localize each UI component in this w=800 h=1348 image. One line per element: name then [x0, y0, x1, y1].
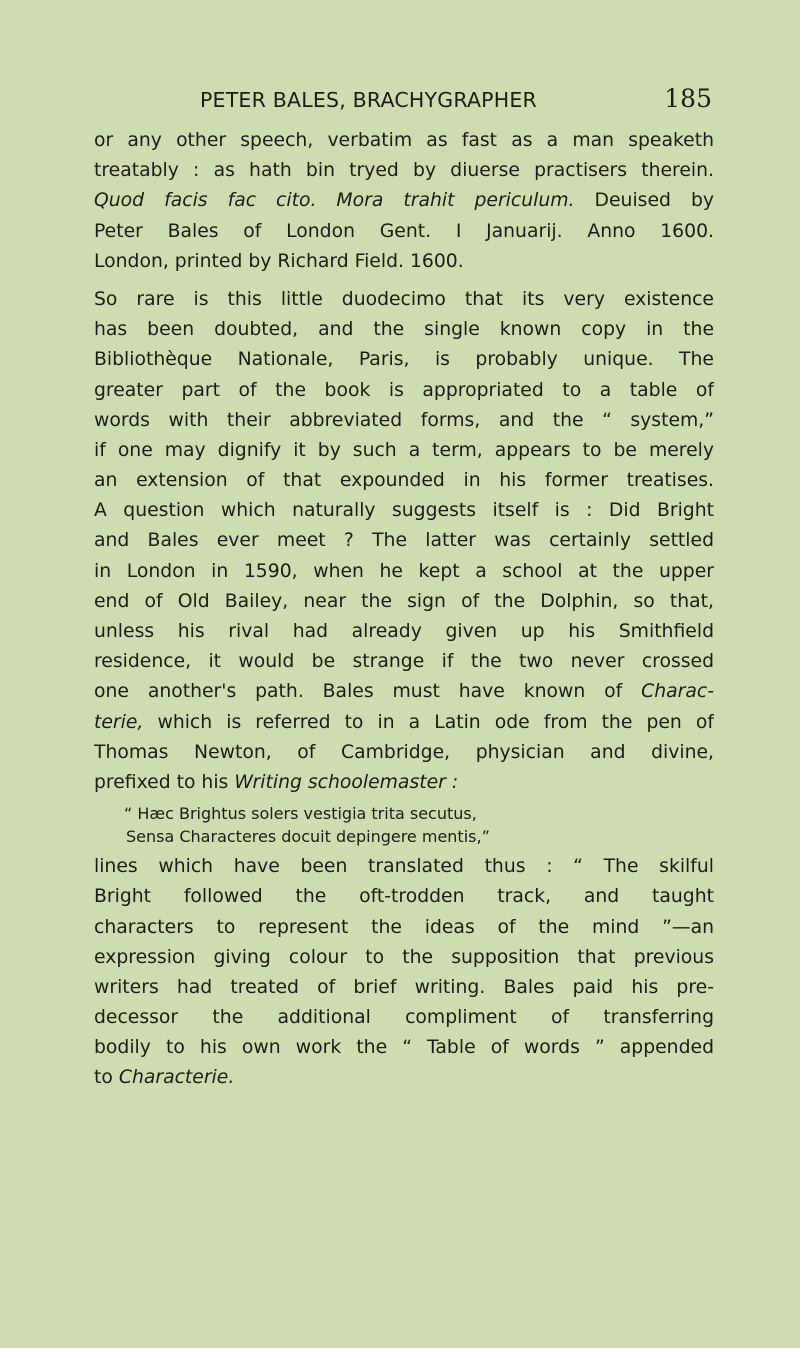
text-line	[94, 677, 714, 707]
italic-title: terie,	[94, 711, 144, 733]
text-line: treatably : as hath bin tryed by diuerse practisers therein.	[94, 160, 714, 182]
text-line: expression giving colour to the supposition that previous	[94, 946, 714, 968]
quote-line: Sensa Characteres docuit depingere mentis,”	[126, 827, 490, 847]
text-line: residence, it would be strange if the two never crossed	[94, 651, 714, 673]
text-line	[94, 186, 714, 216]
page-header	[200, 84, 712, 116]
text-fragment: Deuised by	[574, 190, 714, 212]
italic-title: Characterie.	[118, 1067, 235, 1089]
text-line: end of Old Bailey, near the sign of the Dolphin, so that,	[94, 590, 714, 612]
text-fragment: to	[94, 1067, 119, 1089]
text-line	[94, 1063, 714, 1093]
quote-line: “ Hæc Brightus solers vestigia trita secutus,	[124, 804, 477, 824]
page-number: 185	[664, 84, 712, 113]
text-line: A question which naturally suggests itself is : Did Bright	[94, 500, 714, 522]
text-line: characters to represent the ideas of the mind ”—an	[94, 916, 714, 938]
italic-latin-motto: Quod facis fac cito. Mora trahit periculum.	[94, 190, 575, 212]
text-line: London, printed by Richard Field. 1600.	[94, 250, 464, 272]
text-line: bodily to his own work the “ Table of words ” appended	[94, 1037, 714, 1059]
text-line: decessor the additional compliment of transferring	[94, 1007, 714, 1029]
paragraph-2	[94, 285, 714, 798]
text-line: and Bales ever meet ? The latter was certainly settled	[94, 530, 714, 552]
text-line: So rare is this little duodecimo that its very existence	[94, 288, 714, 310]
text-line: Bibliothèque Nationale, Paris, is probably unique. The	[94, 349, 714, 371]
text-line	[94, 708, 714, 738]
text-line: writers had treated of brief writing. Bales paid his pre-	[94, 976, 714, 998]
text-line: Thomas Newton, of Cambridge, physician and divine,	[94, 741, 714, 763]
text-fragment: one another's path. Bales must have known of	[94, 681, 642, 703]
text-line: has been doubted, and the single known copy in the	[94, 319, 714, 341]
paragraph-1	[94, 126, 714, 277]
text-line: or any other speech, verbatim as fast as a man speaketh	[94, 130, 714, 151]
latin-quote	[94, 802, 714, 848]
text-line: greater part of the book is appropriated to a table of	[94, 379, 714, 401]
text-line: Bright followed the oft-trodden track, and taught	[94, 886, 714, 908]
text-line: if one may dignify it by such a term, appears to be merely	[94, 439, 714, 461]
text-line: Peter Bales of London Gent. I Januarij. Anno 1600.	[94, 220, 714, 242]
text-line: an extension of that expounded in his former treatises.	[94, 470, 714, 492]
text-line	[94, 768, 714, 798]
text-line: in London in 1590, when he kept a school at the upper	[94, 560, 714, 582]
text-line: lines which have been translated thus : “ The skilful	[94, 856, 714, 878]
text-fragment: which is referred to in a Latin ode from the pen of	[143, 711, 714, 733]
italic-title: Charac-	[641, 681, 714, 703]
text-line: words with their abbreviated forms, and the “ system,”	[94, 409, 714, 431]
text-fragment: prefixed to his	[94, 771, 235, 793]
running-head: PETER BALES, BRACHYGRAPHER	[200, 88, 537, 112]
body-text	[94, 126, 714, 1094]
text-line: unless his rival had already given up his Smithfield	[94, 621, 714, 643]
paragraph-3	[94, 852, 714, 1094]
italic-title: Writing schoolemaster :	[234, 771, 459, 793]
